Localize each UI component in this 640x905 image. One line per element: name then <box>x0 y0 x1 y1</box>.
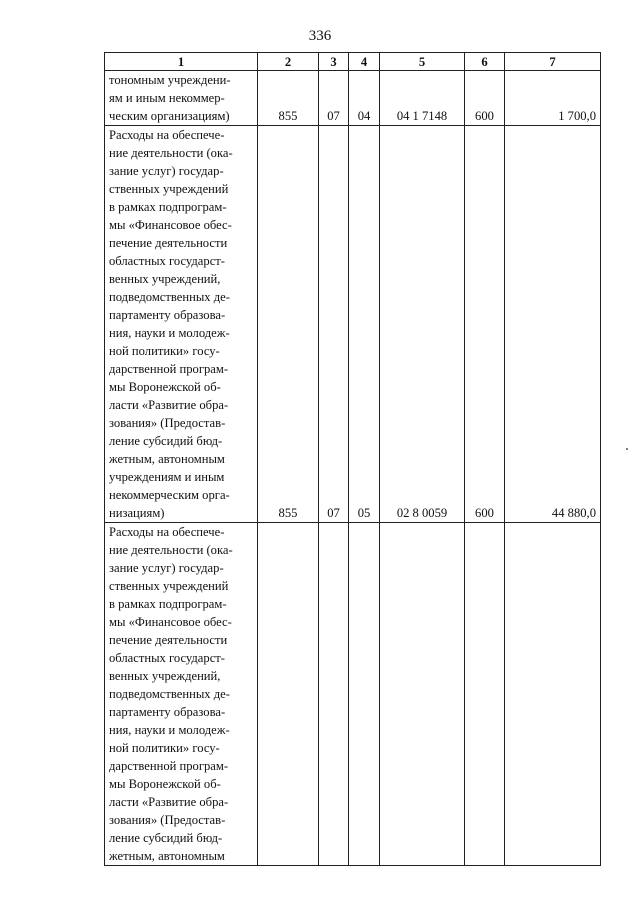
table-row <box>105 523 601 866</box>
target-article-code <box>380 523 465 866</box>
description-line: ление субсидий бюд- <box>109 434 223 448</box>
description-line: ческим организациям) <box>109 109 230 123</box>
description-line: печение деятельности <box>109 633 228 647</box>
description-line: мы «Финансовое обес- <box>109 615 232 629</box>
expense-type-code: 600 <box>465 71 505 126</box>
description-line: Расходы на обеспече- <box>109 128 225 142</box>
description-line: ния, науки и молодеж- <box>109 723 230 737</box>
subsection-code <box>349 523 380 866</box>
admin-code: 855 <box>258 126 319 523</box>
scan-speck <box>626 448 628 450</box>
description-line: жетным, автономным <box>109 452 225 466</box>
description-line: ной политики» госу- <box>109 741 220 755</box>
description-line: ление субсидий бюд- <box>109 831 223 845</box>
description-line: ласти «Развитие обра- <box>109 795 229 809</box>
description-line: партаменту образова- <box>109 705 226 719</box>
table-row <box>105 71 601 126</box>
budget-table <box>104 52 601 866</box>
description-line: ственных учреждений <box>109 182 229 196</box>
description-line: партаменту образова- <box>109 308 226 322</box>
description-line: дарственной програм- <box>109 362 229 376</box>
description-line: учреждениям и иным <box>109 470 225 484</box>
description-line: ям и иным некоммер- <box>109 91 225 105</box>
description-line: зования» (Предостав- <box>109 416 226 430</box>
description-line: ние деятельности (ока- <box>109 543 233 557</box>
description-line: дарственной програм- <box>109 759 229 773</box>
description-line: Расходы на обеспече- <box>109 525 225 539</box>
row-description <box>105 523 258 866</box>
amount: 44 880,0 <box>505 126 601 523</box>
description-line: некоммерческим орга- <box>109 488 230 502</box>
expense-type-code: 600 <box>465 126 505 523</box>
description-line: в рамках подпрограм- <box>109 200 227 214</box>
description-line: ласти «Развитие обра- <box>109 398 229 412</box>
description-line: подведомственных де- <box>109 687 230 701</box>
section-code: 07 <box>319 71 349 126</box>
description-line: жетным, автономным <box>109 849 225 863</box>
column-header-6: 6 <box>465 53 505 71</box>
description-line: ние деятельности (ока- <box>109 146 233 160</box>
description-line: в рамках подпрограм- <box>109 597 227 611</box>
description-line: областных государст- <box>109 254 225 268</box>
description-line: зание услуг) государ- <box>109 164 224 178</box>
description-line: венных учреждений, <box>109 272 221 286</box>
description-line: подведомственных де- <box>109 290 230 304</box>
description-line: мы Воронежской об- <box>109 380 221 394</box>
expense-type-code <box>465 523 505 866</box>
description-line: ния, науки и молодеж- <box>109 326 230 340</box>
row-description <box>105 126 258 523</box>
section-code <box>319 523 349 866</box>
page-number: 336 <box>308 28 332 44</box>
target-article-code: 02 8 0059 <box>380 126 465 523</box>
row-description <box>105 71 258 126</box>
column-header-5: 5 <box>380 53 465 71</box>
description-line: низациям) <box>109 506 165 520</box>
description-line: зования» (Предостав- <box>109 813 226 827</box>
description-line: венных учреждений, <box>109 669 221 683</box>
table-row <box>105 126 601 523</box>
column-header-2: 2 <box>258 53 319 71</box>
description-line: мы «Финансовое обес- <box>109 218 232 232</box>
description-line: ственных учреждений <box>109 579 229 593</box>
column-header-3: 3 <box>319 53 349 71</box>
description-line: ной политики» госу- <box>109 344 220 358</box>
column-header-4: 4 <box>349 53 380 71</box>
description-line: печение деятельности <box>109 236 228 250</box>
description-line: зание услуг) государ- <box>109 561 224 575</box>
admin-code: 855 <box>258 71 319 126</box>
description-line: областных государст- <box>109 651 225 665</box>
subsection-code: 05 <box>349 126 380 523</box>
header-row <box>105 53 601 71</box>
description-line: тономным учреждени- <box>109 73 231 87</box>
subsection-code: 04 <box>349 71 380 126</box>
column-header-1: 1 <box>105 53 258 71</box>
amount: 1 700,0 <box>505 71 601 126</box>
admin-code <box>258 523 319 866</box>
section-code: 07 <box>319 126 349 523</box>
target-article-code: 04 1 7148 <box>380 71 465 126</box>
column-header-7: 7 <box>505 53 601 71</box>
description-line: мы Воронежской об- <box>109 777 221 791</box>
amount <box>505 523 601 866</box>
